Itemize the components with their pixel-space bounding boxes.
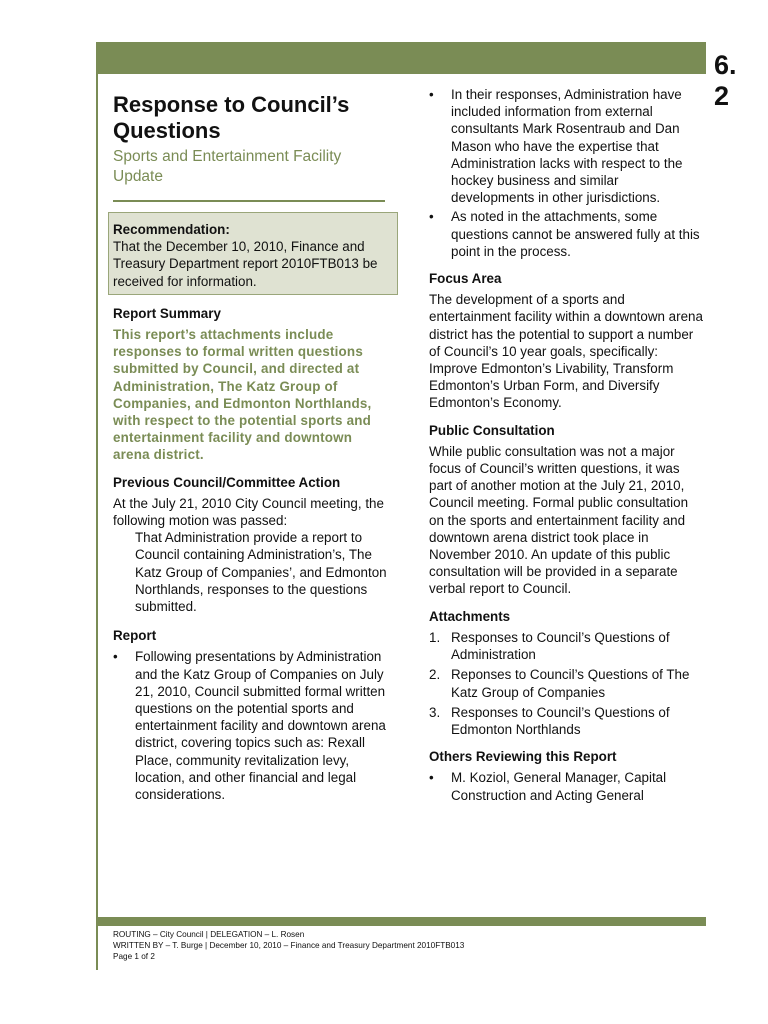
footer-bar — [96, 917, 706, 926]
attachment-text: Reponses to Council’s Questions of The Katz Group of Companies — [451, 667, 690, 700]
report-bullet-text: In their responses, Administration have included information from external consultants Mark Rosentraub and Dan Mason who have the expertise that Administration lacks with respect to the hockey business and similar developments in other jurisdictions. — [451, 87, 683, 206]
focus-area-text: The development of a sports and entertainment facility within a downtown arena district has the potential to support a number of Council’s 10 year goals, specifically: Improve Edmonton’s Livability, Transform Edmonton’s Urban Form, and Diversify Edmonton’s Economy. — [429, 292, 703, 411]
attachment-text: Responses to Council’s Questions of Edmonton Northlands — [451, 704, 670, 737]
bullet-icon: • — [113, 649, 118, 665]
bullet-icon: • — [429, 770, 434, 786]
report-summary-text: This report’s attachments include responses to formal written questions submitted by Council, and directed at Administration, The Katz Group of Companies, and Edmonton Northlands, with respect to the potential sports and entertainment facility and downtown arena district. — [113, 327, 372, 463]
page-subtitle: Sports and Entertainment Facility Update — [113, 148, 342, 185]
attachment-number: 3. — [429, 704, 441, 720]
title-divider — [113, 200, 385, 202]
bullet-icon: • — [429, 87, 434, 102]
list-item — [429, 769, 705, 803]
page-number: 6. 2 — [714, 50, 737, 111]
footer-page: Page 1 of 2 — [113, 952, 155, 961]
public-consultation-heading: Public Consultation — [429, 422, 555, 438]
attachment-number: 2. — [429, 667, 441, 683]
page-title: Response to Council’s Questions — [113, 92, 350, 143]
header-bar — [96, 42, 706, 74]
margin-rule — [96, 74, 98, 970]
report-bullet-text: As noted in the attachments, some questions cannot be answered fully at this point in the process. — [451, 209, 700, 259]
list-item — [429, 208, 705, 260]
attachment-text: Responses to Council’s Questions of Administration — [451, 629, 670, 663]
previous-action-motion: That Administration provide a report to Council containing Administration’s, The Katz Group of Companies’, and Edmonton Northlands, responses to the questions submitted. — [135, 530, 387, 615]
focus-area-heading: Focus Area — [429, 271, 502, 287]
footer-routing: ROUTING – City Council | DELEGATION – L. Rosen — [113, 930, 305, 939]
footer-written-by: WRITTEN BY – T. Burge | December 10, 2010 – Finance and Treasury Department 2010FTB013 — [113, 941, 465, 950]
list-item — [429, 629, 705, 663]
recommendation-heading: Recommendation: — [113, 222, 230, 237]
list-item — [429, 86, 705, 206]
public-consultation-text: While public consultation was not a major focus of Council’s written questions, it was part of another motion at the July 21, 2010, Council meeting. Formal public consultation on the sports and entertainment facility and downtown arena district took place in November 2010. An update of this public consultation will be provided in a separate verbal report to Council. — [429, 443, 689, 597]
report-heading: Report — [113, 628, 157, 644]
right-column — [429, 86, 705, 806]
attachment-number: 1. — [429, 629, 441, 645]
report-bullet-text: Following presentations by Administration and the Katz Group of Companies on July 21, 2010, Council submitted formal written questions on the potential sports and entertainment facility and downtown arena district, covering topics such as: Rexall Place, community revitalization levy, location, and other financial and legal considerations. — [135, 649, 386, 803]
list-item — [113, 648, 389, 803]
bullet-icon: • — [429, 209, 434, 225]
report-summary-heading: Report Summary — [113, 305, 221, 321]
previous-action-heading: Previous Council/Committee Action — [113, 474, 341, 490]
footer — [113, 929, 464, 962]
others-reviewing-heading: Others Reviewing this Report — [429, 749, 617, 765]
attachments-heading: Attachments — [429, 608, 511, 624]
reviewer-text: M. Koziol, General Manager, Capital Construction and Acting General — [451, 770, 667, 803]
left-column — [113, 92, 389, 805]
list-item — [429, 666, 705, 700]
list-item — [429, 704, 705, 738]
recommendation-box — [108, 212, 398, 295]
recommendation-text: That the December 10, 2010, Finance and Treasury Department report 2010FTB013 be received for information. — [113, 239, 378, 289]
previous-action-text: At the July 21, 2010 City Council meeting, the following motion was passed: — [113, 495, 384, 529]
